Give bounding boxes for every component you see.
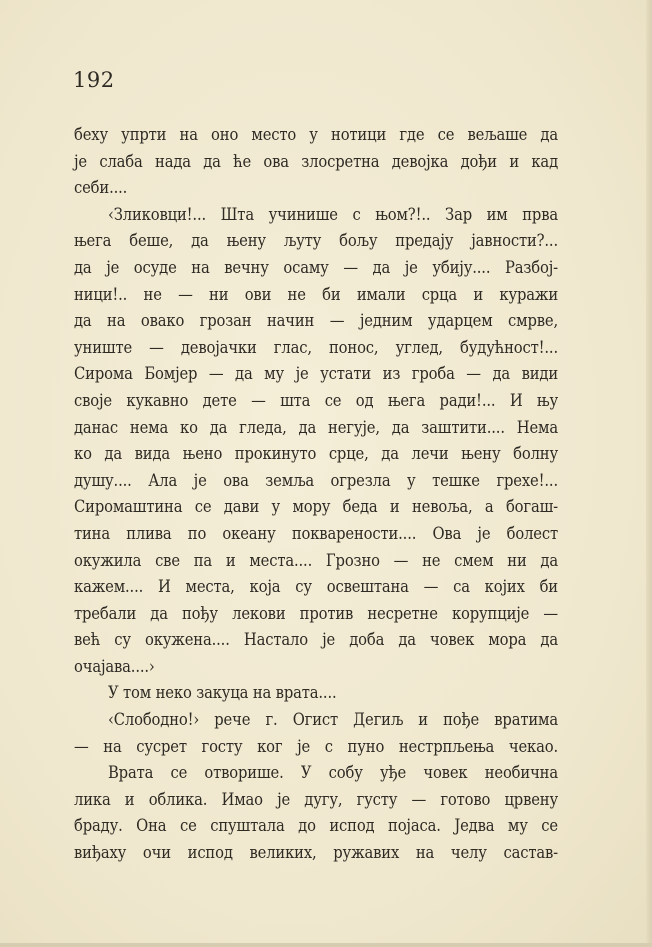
page-bottom-edge [0,943,652,947]
text-line: требали да пођу лекови против несретне корупције — [74,603,558,623]
text-line: ници!.. не — ни ови не би имали срца и куражи [74,284,558,304]
text-line: њега беше, да њену љуту бољу предају јавности?... [74,231,558,251]
text-line: виђаху очи испод великих, ружавих на челу састав- [74,843,558,863]
text-line: је слаба нада да ће ова злосретна девојка дођи и кад [74,151,558,171]
text-line: душу.... Ала је ова земља огрезла у тешке грехе!... [74,470,558,490]
text-line: Сирома Бомјер — да му је устати из гроба — да види [74,364,558,384]
page-edge-shadow [646,0,652,947]
text-line: ‹Слободно!› рече г. Огист Дегиљ и пође вратима [108,710,558,730]
text-line: лика и облика. Имао је дугу, густу — готово црвену [74,789,558,809]
text-line: ко да вида њено прокинуто срце, да лечи њену болну [74,444,558,464]
text-line: већ су окужена.... Настало је доба да човек мора да [74,630,558,650]
text-line: тина плива по океану покварености.... Ова је болест [74,523,558,543]
text-line: Врата се отворише. У собу уђе човек необична [108,763,558,783]
text-line: беху упрти на оно место у нотици где се вељаше да [74,125,558,144]
text-line: У том неко закуца на врата.... [108,683,337,703]
text-line: Сиромаштина се дави у мору беда и невоља, а богаш- [74,497,558,517]
text-line: браду. Она се спуштала до испод појаса. Једва му се [74,816,558,836]
text-line: данас нема ко да гледа, да негује, да заштити.... Нема [74,417,558,437]
text-line: да на овако грозан начин — једним ударцем смрве, [74,311,558,331]
text-line: очајава....› [74,656,155,676]
text-line: кажем.... И места, која су освештана — са којих би [74,577,558,597]
text-line: окужила све па и места.... Грозно — не смем ни да [74,550,558,570]
text-line: да је осуде на вечну осаму — да је убију.... Разбој- [74,257,558,277]
text-line: униште — девојачки глас, понос, углед, будућност!... [74,337,558,357]
text-line: ‹Зликовци!... Шта учинише с њом?!.. Зар им прва [108,204,558,224]
text-line: себи.... [74,178,128,198]
page-number: 192 [73,68,115,92]
text-line: — на сусрет госту ког је с пуно нестрпљења чекао. [74,736,558,756]
text-line: своје кукавно дете — шта се од њега ради!... И њу [74,390,558,410]
body-text [74,122,558,867]
